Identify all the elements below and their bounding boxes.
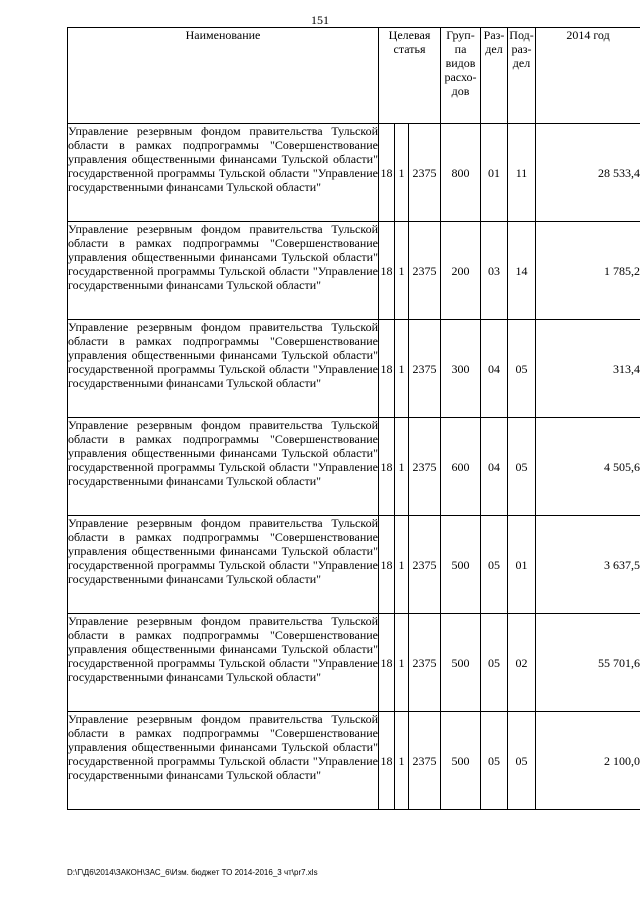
- target-article-part3-cell: 2375: [409, 418, 441, 516]
- amount-cell: 1 785,2: [536, 222, 640, 320]
- target-article-part2-cell: 1: [395, 712, 409, 810]
- target-article-part1-cell: 18: [379, 124, 395, 222]
- table-row: [68, 124, 640, 222]
- target-article-part2-cell: 1: [395, 418, 409, 516]
- target-article-part1-cell: 18: [379, 516, 395, 614]
- header-year: 2014 год: [536, 28, 640, 124]
- row-name-cell: Управление резервным фондом правительства Тульской области в рамках подпрограммы "Совершенствование управления общественными финансами Тульской области" государственной программы Тульской области "Управление государственными финансами Тульской области": [68, 320, 379, 418]
- target-article-part3-cell: 2375: [409, 222, 441, 320]
- amount-cell: 55 701,6: [536, 614, 640, 712]
- row-name-cell: Управление резервным фондом правительства Тульской области в рамках подпрограммы "Совершенствование управления общественными финансами Тульской области" государственной программы Тульской области "Управление государственными финансами Тульской области": [68, 124, 379, 222]
- section-cell: 04: [481, 418, 508, 516]
- row-name-cell: Управление резервным фондом правительства Тульской области в рамках подпрограммы "Совершенствование управления общественными финансами Тульской области" государственной программы Тульской области "Управление государственными финансами Тульской области": [68, 712, 379, 810]
- table-header-row: [68, 28, 640, 124]
- amount-cell: 28 533,4: [536, 124, 640, 222]
- subsection-cell: 05: [508, 320, 536, 418]
- expense-group-cell: 300: [441, 320, 481, 418]
- target-article-part1-cell: 18: [379, 418, 395, 516]
- expense-group-cell: 600: [441, 418, 481, 516]
- subsection-cell: 05: [508, 418, 536, 516]
- section-cell: 05: [481, 614, 508, 712]
- target-article-part3-cell: 2375: [409, 614, 441, 712]
- table-row: [68, 222, 640, 320]
- target-article-part1-cell: 18: [379, 614, 395, 712]
- amount-cell: 3 637,5: [536, 516, 640, 614]
- header-section: Раз- дел: [481, 28, 508, 124]
- budget-table: [67, 27, 640, 810]
- section-cell: 04: [481, 320, 508, 418]
- header-expense-group: Груп- па видов расхо- дов: [441, 28, 481, 124]
- table-row: [68, 614, 640, 712]
- expense-group-cell: 500: [441, 712, 481, 810]
- amount-cell: 2 100,0: [536, 712, 640, 810]
- row-name-cell: Управление резервным фондом правительства Тульской области в рамках подпрограммы "Совершенствование управления общественными финансами Тульской области" государственной программы Тульской области "Управление государственными финансами Тульской области": [68, 418, 379, 516]
- target-article-part2-cell: 1: [395, 320, 409, 418]
- row-name-cell: Управление резервным фондом правительства Тульской области в рамках подпрограммы "Совершенствование управления общественными финансами Тульской области" государственной программы Тульской области "Управление государственными финансами Тульской области": [68, 614, 379, 712]
- expense-group-cell: 200: [441, 222, 481, 320]
- subsection-cell: 05: [508, 712, 536, 810]
- section-cell: 01: [481, 124, 508, 222]
- table-row: [68, 320, 640, 418]
- target-article-part1-cell: 18: [379, 712, 395, 810]
- target-article-part3-cell: 2375: [409, 320, 441, 418]
- subsection-cell: 14: [508, 222, 536, 320]
- section-cell: 05: [481, 516, 508, 614]
- table-row: [68, 516, 640, 614]
- amount-cell: 4 505,6: [536, 418, 640, 516]
- target-article-part3-cell: 2375: [409, 124, 441, 222]
- amount-cell: 313,4: [536, 320, 640, 418]
- expense-group-cell: 500: [441, 614, 481, 712]
- file-path-footer: D:\Г\Д6\2014\ЗАКОН\ЗАС_6\Изм. бюджет ТО 2014-2016_3 чт\pr7.xls: [67, 868, 318, 877]
- page-number: 151: [311, 13, 329, 27]
- expense-group-cell: 500: [441, 516, 481, 614]
- target-article-part3-cell: 2375: [409, 516, 441, 614]
- section-cell: 03: [481, 222, 508, 320]
- target-article-part2-cell: 1: [395, 516, 409, 614]
- target-article-part3-cell: 2375: [409, 712, 441, 810]
- header-name: Наименование: [68, 28, 379, 124]
- header-target-article: Целевая статья: [379, 28, 441, 124]
- table-row: [68, 418, 640, 516]
- target-article-part1-cell: 18: [379, 320, 395, 418]
- target-article-part2-cell: 1: [395, 124, 409, 222]
- expense-group-cell: 800: [441, 124, 481, 222]
- row-name-cell: Управление резервным фондом правительства Тульской области в рамках подпрограммы "Совершенствование управления общественными финансами Тульской области" государственной программы Тульской области "Управление государственными финансами Тульской области": [68, 222, 379, 320]
- target-article-part1-cell: 18: [379, 222, 395, 320]
- section-cell: 05: [481, 712, 508, 810]
- table-row: [68, 712, 640, 810]
- row-name-cell: Управление резервным фондом правительства Тульской области в рамках подпрограммы "Совершенствование управления общественными финансами Тульской области" государственной программы Тульской области "Управление государственными финансами Тульской области": [68, 516, 379, 614]
- subsection-cell: 11: [508, 124, 536, 222]
- subsection-cell: 01: [508, 516, 536, 614]
- subsection-cell: 02: [508, 614, 536, 712]
- target-article-part2-cell: 1: [395, 222, 409, 320]
- header-subsection: Под- раз- дел: [508, 28, 536, 124]
- target-article-part2-cell: 1: [395, 614, 409, 712]
